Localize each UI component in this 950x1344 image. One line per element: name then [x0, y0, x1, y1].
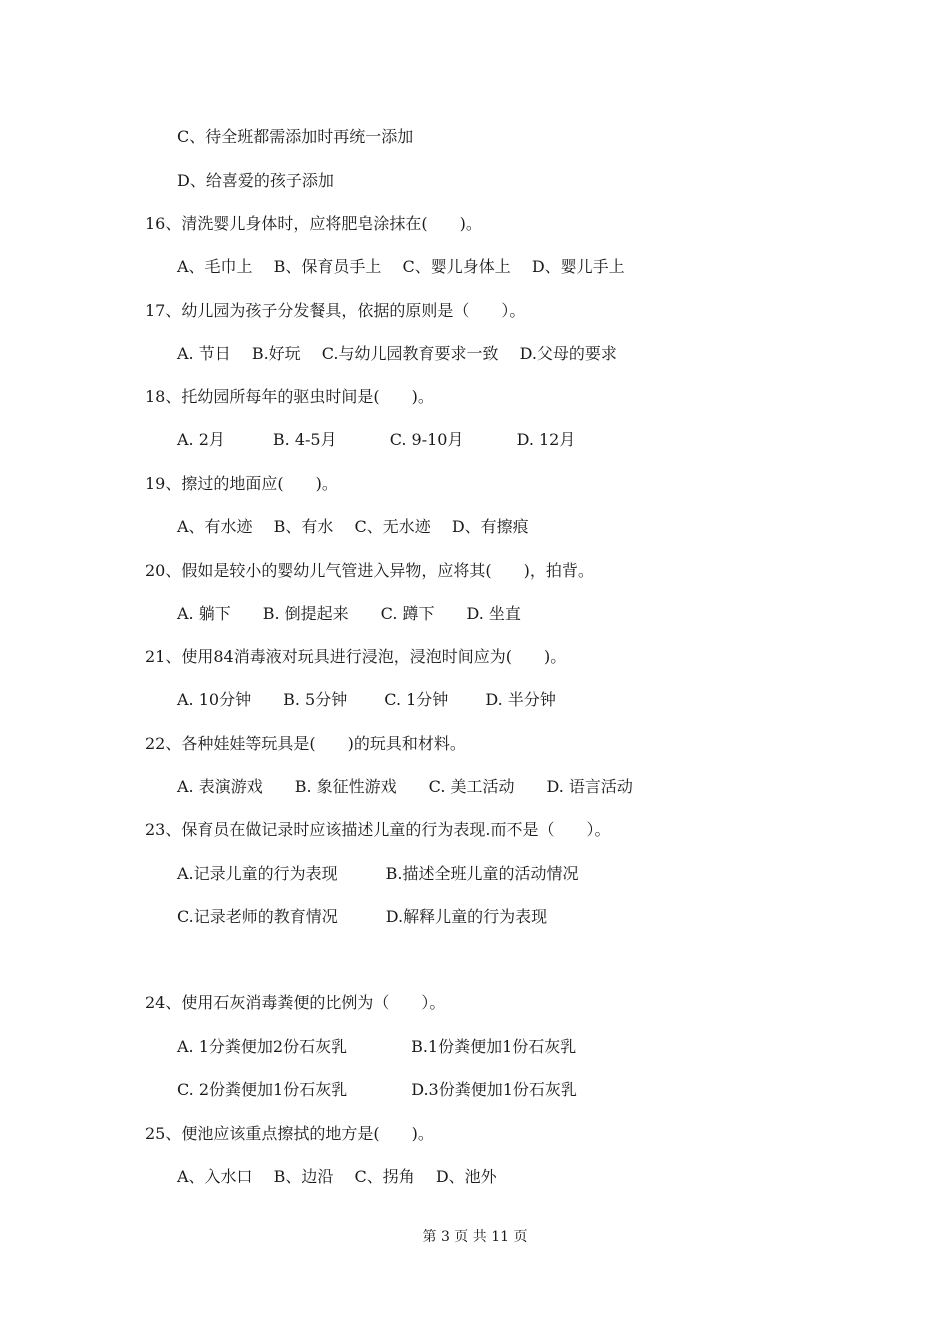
question-25: 25、便池应该重点擦拭的地方是( )。 [145, 1124, 434, 1143]
question-21: 21、使用84消毒液对玩具进行浸泡，浸泡时间应为( )。 [145, 647, 567, 666]
question-19-options: A、有水迹 B、有水 C、无水迹 D、有擦痕 [177, 517, 529, 536]
question-15-option-c: C、待全班都需添加时再统一添加 [177, 127, 414, 146]
question-18: 18、托幼园所每年的驱虫时间是( )。 [145, 387, 434, 406]
question-22-options: A. 表演游戏 B. 象征性游戏 C. 美工活动 D. 语言活动 [177, 777, 633, 796]
question-24: 24、使用石灰消毒粪便的比例为（ ）。 [145, 993, 446, 1012]
question-20: 20、假如是较小的婴幼儿气管进入异物，应将其( )，拍背。 [145, 561, 594, 580]
question-17: 17、幼儿园为孩子分发餐具，依据的原则是（ ）。 [145, 301, 526, 320]
question-25-options: A、入水口 B、边沿 C、拐角 D、池外 [177, 1167, 497, 1186]
question-15-option-d: D、给喜爱的孩子添加 [177, 171, 334, 190]
question-20-options: A. 躺下 B. 倒提起来 C. 蹲下 D. 坐直 [177, 604, 521, 623]
question-16: 16、清洗婴儿身体时，应将肥皂涂抹在( )。 [145, 214, 482, 233]
question-23-options-cd: C.记录老师的教育情况 D.解释儿童的行为表现 [177, 907, 548, 926]
question-18-options: A. 2月 B. 4-5月 C. 9-10月 D. 12月 [177, 430, 576, 449]
question-17-options: A. 节日 B.好玩 C.与幼儿园教育要求一致 D.父母的要求 [177, 344, 617, 363]
question-24-options-ab: A. 1分粪便加2份石灰乳 B.1份粪便加1份石灰乳 [177, 1037, 577, 1056]
question-24-options-cd: C. 2份粪便加1份石灰乳 D.3份粪便加1份石灰乳 [177, 1080, 577, 1099]
question-22: 22、各种娃娃等玩具是( )的玩具和材料。 [145, 734, 466, 753]
question-16-options: A、毛巾上 B、保育员手上 C、婴儿身体上 D、婴儿手上 [177, 257, 625, 276]
question-23-options-ab: A.记录儿童的行为表现 B.描述全班儿童的活动情况 [177, 864, 579, 883]
question-19: 19、擦过的地面应( )。 [145, 474, 338, 493]
question-23: 23、保育员在做记录时应该描述儿童的行为表现.而不是（ ）。 [145, 820, 611, 839]
question-21-options: A. 10分钟 B. 5分钟 C. 1分钟 D. 半分钟 [177, 690, 556, 709]
page-footer: 第 3 页 共 11 页 [422, 1229, 528, 1245]
